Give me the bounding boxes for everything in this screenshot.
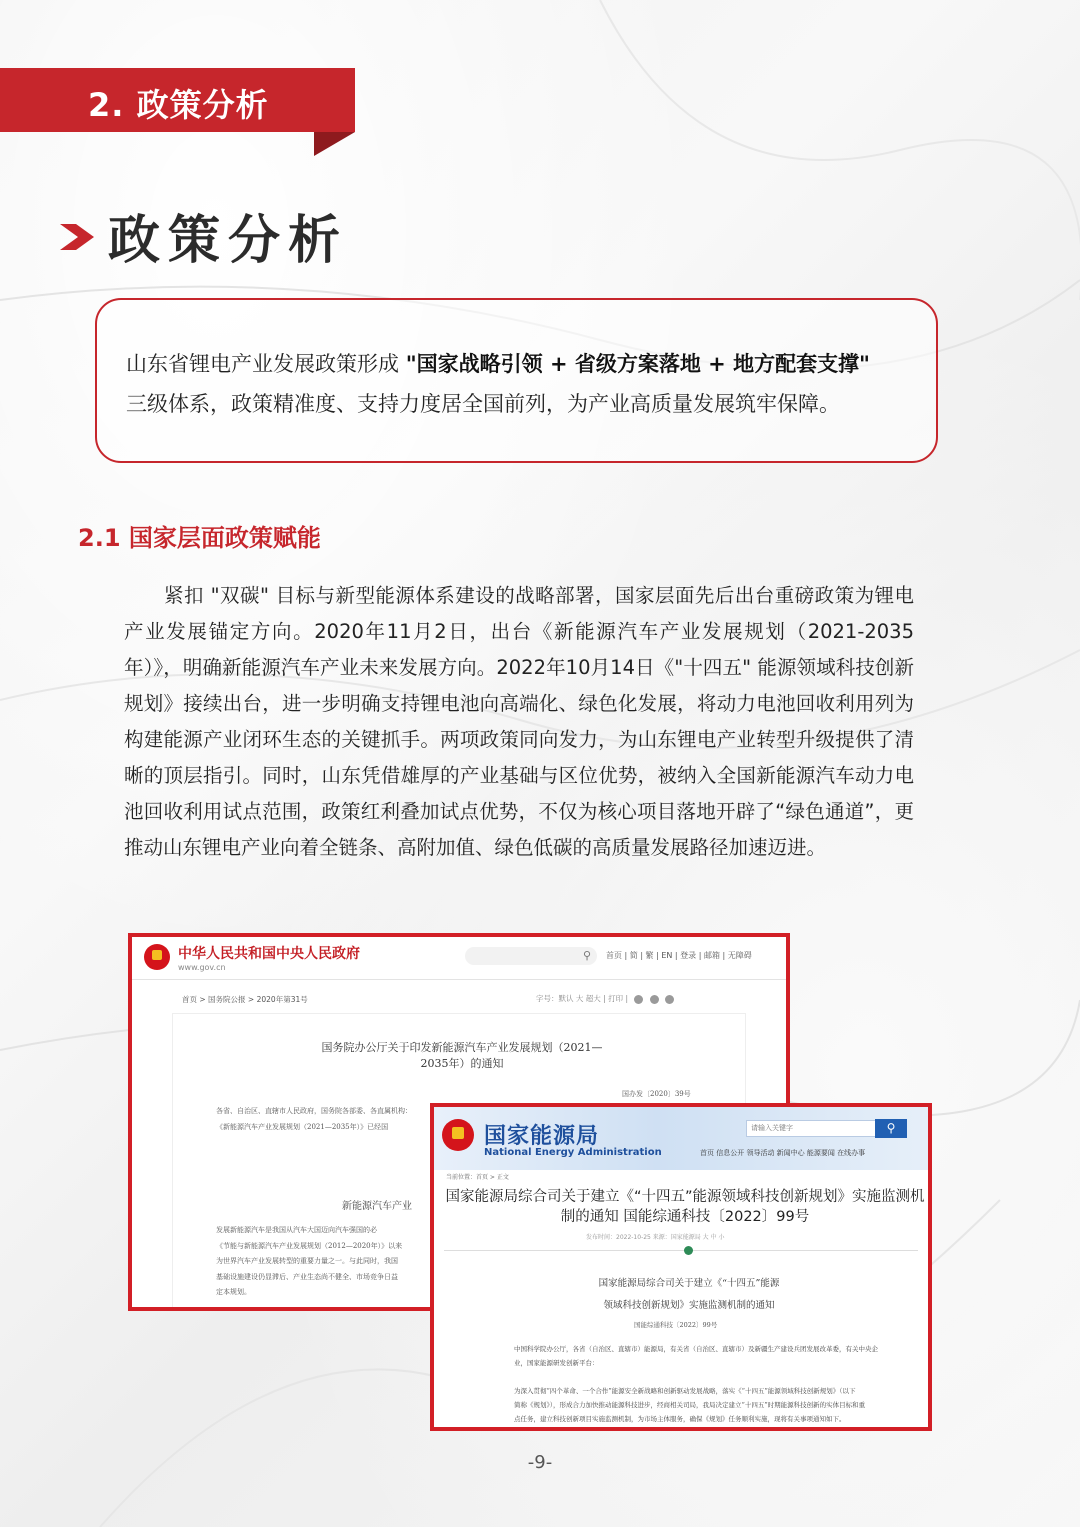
nea-breadcrumb: 当前位置：首页 > 正文 <box>446 1174 509 1181</box>
nea-body-line: 中国科学院办公厅，各省（自治区、直辖市）能源局，有关省（自治区、直辖市）及新疆生产建设兵团发展改革委，有关中央企 <box>514 1345 878 1353</box>
national-emblem-icon <box>442 1119 474 1151</box>
gov-site-url: www.gov.cn <box>178 963 226 972</box>
nea-body-line <box>514 1370 878 1384</box>
nea-body-line: 点任务，建立科技创新项目实施监测机制，为市场主体服务，确保《规划》任务顺利实施，现将有关事项通知如下。 <box>514 1415 846 1423</box>
nea-divider <box>444 1250 918 1251</box>
gov-body2-line: 发展新能源汽车是我国从汽车大国迈向汽车强国的必 <box>216 1226 377 1234</box>
nea-body-line: 业，国家能源研发创新平台： <box>514 1359 599 1367</box>
nea-doc-title-line: 领域科技创新规划》实施监测机制的通知 <box>603 1300 775 1311</box>
gov-nav: 首页 | 简 | 繁 | EN | 登录 | 邮箱 | 无障碍 <box>606 951 752 960</box>
page-heading: 政策分析 <box>108 211 349 271</box>
share-icon <box>665 995 674 1004</box>
nea-body-line: 为深入贯彻“四个革命、一个合作”能源安全新战略和创新驱动发展战略，落实《“十四五”能源领域科技创新规划》（以下 <box>514 1387 856 1395</box>
share-icon <box>684 1246 693 1255</box>
gov-doc-subtitle: 新能源汽车产业 <box>342 1201 412 1212</box>
subsection-title: 2.1 国家层面政策赋能 <box>78 524 321 552</box>
gov-body2-line: 定本规划。 <box>216 1288 251 1296</box>
nea-search-placeholder: 请输入关键字 <box>751 1124 793 1132</box>
body-paragraph: 紧扣 "双碳" 目标与新型能源体系建设的战略部署，国家层面先后出台重磅政策为锂电产业发展锚定方向。2020年11月2日，出台《新能源汽车产业发展规划（2021-2035年）》，明确新能源汽车产业未来发展方向。2022年10月14日《"十四五" 能源领域科技创新规划》接续出台，进一步明确支持锂电池向高端化、绿色化发展，将动力电池回收利用列为构建能源产业闭环生态的关键抓手。两项政策同向发力，为山东锂电产业转型升级提供了清晰的顶层指引。同时，山东凭借雄厚的产业基础与区位优势，被纳入全国新能源汽车动力电池回收利用试点范围，政策红利叠加试点优势，不仅为核心项目落地开辟了“绿色通道”，更推动山东锂电产业向着全链条、高附加值、绿色低碳的高质量发展路径加速迈进。 <box>124 584 914 859</box>
nea-doc-body <box>514 1342 878 1426</box>
gov-doc-body-2 <box>216 1223 402 1301</box>
gov-body2-line: 《节能与新能源汽车产业发展规划（2012—2020年）》以来 <box>216 1241 403 1250</box>
nea-headline: 国家能源局综合司关于建立《“十四五”能源领域科技创新规划》实施监测机制的通知 国能综通科技〔2022〕99号 <box>445 1189 925 1225</box>
chevron-right-icon <box>58 218 96 256</box>
weibo-icon <box>634 995 643 1004</box>
search-icon: ⚲ <box>582 949 591 962</box>
nea-screenshot <box>430 1103 932 1431</box>
nea-doc-title <box>524 1273 854 1317</box>
page-number: -9- <box>527 1452 553 1473</box>
gov-header <box>132 937 786 980</box>
gov-body-line: 各省、自治区、直辖市人民政府，国务院各部委、各直属机构： <box>216 1107 412 1115</box>
gov-tools-label: 字号：默认 大 超大 | 打印 | <box>536 994 628 1003</box>
section-banner-fold <box>314 132 355 156</box>
wechat-icon <box>650 995 659 1004</box>
nea-body-line: 简称《规划》），形成合力加快推动能源科技进步，经商相关司局，我局决定建立“十四五”时期能源科技创新的实体目标和重 <box>514 1401 866 1409</box>
summary-box <box>95 298 938 463</box>
nea-meta: 发布时间：2022-10-25 来源：国家能源局 大 中 小 <box>586 1234 725 1241</box>
gov-tools <box>536 993 674 1004</box>
gov-doc-title: 国务院办公厅关于印发新能源汽车产业发展规划（2021—2035年）的通知 <box>321 1041 603 1070</box>
gov-site-title: 中华人民共和国中央人民政府 <box>178 946 360 962</box>
summary-strong: "国家战略引领 + 省级方案落地 + 地方配套支撑" <box>405 352 871 376</box>
nea-search-input <box>746 1120 876 1137</box>
gov-breadcrumb: 首页 > 国务院公报 > 2020年第31号 <box>182 995 308 1004</box>
nea-doc-number: 国能综通科技〔2022〕99号 <box>634 1321 718 1329</box>
gov-body2-line: 为世界汽车产业发展转型的重要力量之一。与此同时，我国 <box>216 1257 398 1265</box>
gov-doc-body <box>216 1103 412 1135</box>
nea-site-title: 国家能源局 <box>484 1124 600 1149</box>
nea-site-en: National Energy Administration <box>484 1147 662 1158</box>
section-banner-title: 2. 政策分析 <box>88 86 269 124</box>
summary-line-2: 三级体系，政策精准度、支持力度居全国前列，为产业高质量发展筑牢保障。 <box>126 392 840 416</box>
gov-search-input <box>465 947 597 965</box>
search-icon: ⚲ <box>875 1119 907 1138</box>
gov-body-line: 《新能源汽车产业发展规划（2021—2035年）》已经国 <box>216 1123 389 1131</box>
summary-prefix: 山东省锂电产业发展政策形成 <box>126 352 406 376</box>
gov-doc-number: 国办发〔2020〕39号 <box>622 1090 691 1098</box>
national-emblem-icon <box>144 944 170 970</box>
nea-nav: 首页 信息公开 领导活动 新闻中心 能源要闻 在线办事 <box>700 1149 866 1157</box>
summary-line-1 <box>126 348 870 378</box>
gov-body2-line: 基础设施建设仍显滞后、产业生态尚不健全、市场竞争日益 <box>216 1272 398 1281</box>
nea-header <box>434 1107 928 1170</box>
nea-doc-title-line: 国家能源局综合司关于建立《“十四五”能源 <box>598 1278 780 1289</box>
